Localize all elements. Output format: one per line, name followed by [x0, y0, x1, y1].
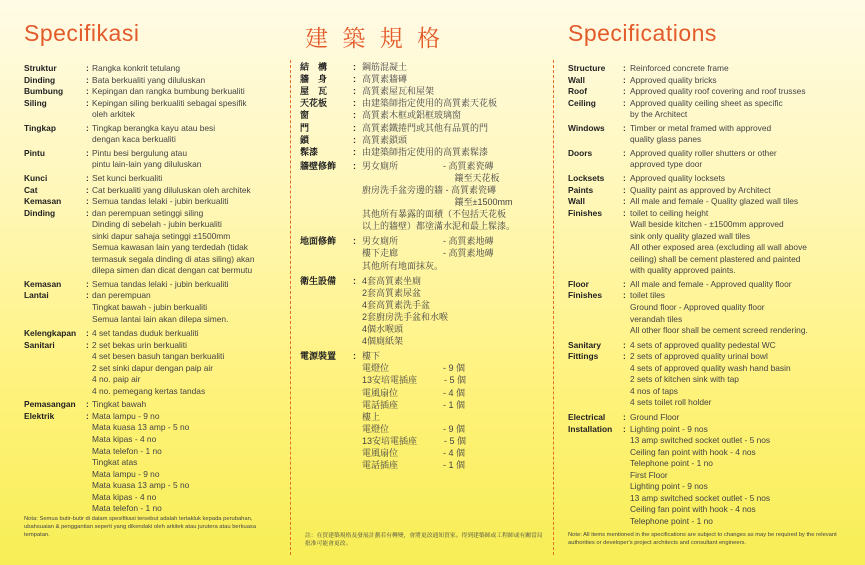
label-colon: :	[623, 411, 626, 422]
spec-row	[300, 73, 545, 85]
spec-label: 鎖	[300, 134, 310, 145]
spec-row	[568, 173, 858, 185]
spec-label: Doors	[568, 147, 593, 158]
spec-row	[300, 350, 545, 471]
spec-value-line: Lighting point - 9 nos	[630, 423, 708, 434]
spec-value-line: Semua tandas lelaki - jubin berkualiti	[92, 196, 229, 207]
spec-value-line: 電風扇位 - 4 個	[362, 387, 466, 398]
spec-value-line: Approved quality locksets	[630, 172, 725, 183]
spec-label: Sanitari	[24, 339, 55, 350]
spec-value-line: 2 set sinki dapur dengan paip air	[92, 362, 214, 373]
label-colon: :	[86, 290, 89, 301]
label-colon: :	[86, 122, 89, 133]
label-colon: :	[86, 328, 89, 339]
label-colon: :	[623, 207, 626, 218]
english-column	[568, 0, 858, 565]
spec-row	[300, 235, 545, 271]
spec-value-line: Wall beside kitchen - ±1500mm approved	[630, 219, 784, 230]
spec-row	[24, 411, 282, 515]
spec-value-line: Semua tandas lelaki - jubin berkualiti	[92, 278, 229, 289]
spec-label: Paints	[568, 184, 594, 195]
spec-value-line: Mata kuasa 13 amp - 5 no	[92, 422, 190, 433]
label-colon: :	[86, 147, 89, 158]
spec-value-line: 高質素鎖頭	[362, 134, 408, 145]
spec-row	[24, 328, 282, 340]
spec-value-line: by the Architect	[630, 109, 688, 120]
malay-column	[24, 0, 282, 565]
spec-value-line: All other floor shall be cement screed rendering.	[630, 325, 808, 336]
spec-value-line: All other exposed area (excluding all wall above	[630, 242, 807, 253]
spec-value-line: 電燈位 - 9 個	[362, 423, 466, 434]
spec-value-line: 以上的牆壁）都塗滿水泥和最上髹漆。	[362, 221, 516, 232]
spec-value-line: 2 sets of approved quality urinal bowl	[630, 351, 768, 362]
spec-value-line: dengan kaca berkualiti	[92, 134, 176, 145]
spec-value-line: All male and female - Approved quality floor	[630, 278, 792, 289]
label-colon: :	[86, 74, 89, 85]
spec-value-line: Mata kipas - 4 no	[92, 434, 157, 445]
spec-value-line: Timber or metal framed with approved	[630, 122, 772, 133]
spec-value-line: 13 amp switched socket outlet - 5 nos	[630, 435, 771, 446]
spec-row	[24, 290, 282, 325]
spec-label: 電源裝置	[300, 351, 337, 362]
spec-label: Struktur	[24, 63, 57, 73]
label-colon: :	[353, 110, 356, 121]
spec-label: Dinding	[24, 74, 56, 85]
label-colon: :	[353, 86, 356, 97]
spec-value-line: 男女廁所 - 高質素瓷磚	[362, 160, 494, 171]
label-colon: :	[86, 196, 89, 207]
spec-row	[300, 122, 545, 134]
spec-value-line: 高質素屋瓦和屋架	[362, 86, 435, 97]
spec-value-line: toilet tiles	[630, 290, 665, 301]
spec-value-line: Mata kuasa 13 amp - 5 no	[92, 480, 190, 491]
spec-row	[24, 63, 282, 75]
spec-value-line: with quality approved paints.	[630, 265, 736, 276]
spec-row	[24, 173, 282, 185]
spec-row	[24, 185, 282, 197]
spec-row	[300, 160, 545, 233]
label-colon: :	[623, 196, 626, 207]
spec-value-line: pintu lain-lain yang diluluskan	[92, 159, 202, 170]
spec-value-line: sinki dapur sahaja setinggi ±1500mm	[92, 230, 231, 241]
spec-value-line: Mata lampu - 9 no	[92, 410, 160, 421]
spec-label: 牆 身	[300, 74, 328, 85]
spec-row	[24, 123, 282, 146]
spec-value-line: Lighting point - 9 nos	[630, 481, 708, 492]
label-colon: :	[623, 423, 626, 434]
label-colon: :	[623, 278, 626, 289]
spec-row	[24, 279, 282, 291]
label-colon: :	[623, 74, 626, 85]
column-divider-right	[553, 60, 554, 555]
spec-label: Finishes	[568, 290, 602, 301]
spec-value-line: 4 no. paip air	[92, 374, 141, 385]
spec-value-line: 鑲至天花板	[362, 172, 500, 183]
spec-value-line: Mata kipas - 4 no	[92, 491, 157, 502]
spec-label: Roof	[568, 86, 588, 97]
spec-value-line: verandah tiles	[630, 313, 683, 324]
spec-value-line: 2套高質素尿盆	[362, 287, 422, 298]
spec-value-line: Tingkat atas	[92, 457, 138, 468]
chinese-column	[300, 0, 545, 565]
spec-row	[568, 279, 858, 291]
spec-value-line: 4 set besen basuh tangan berkualiti	[92, 351, 225, 362]
spec-value-line: dan perempuan setinggi siling	[92, 207, 204, 218]
label-colon: :	[623, 290, 626, 301]
label-colon: :	[353, 160, 356, 171]
spec-value-line: Rangka konkrit tetulang	[92, 63, 180, 73]
spec-label: 窗	[300, 110, 310, 121]
spec-label: Ceiling	[568, 97, 596, 108]
spec-value-line: 2 set bekas urin berkualiti	[92, 339, 187, 350]
label-colon: :	[353, 74, 356, 85]
spec-value-line: 4個水喉頭	[362, 324, 404, 335]
spec-value-line: Mata telefon - 1 no	[92, 445, 162, 456]
spec-value-line: sink only quality glazed wall tiles	[630, 230, 751, 241]
spec-row	[300, 275, 545, 348]
spec-label: Dinding	[24, 207, 56, 218]
label-colon: :	[623, 184, 626, 195]
spec-row	[568, 98, 858, 121]
label-colon: :	[86, 97, 89, 108]
label-colon: :	[353, 62, 356, 72]
spec-value-line: Tingkap berangka kayu atau besi	[92, 122, 216, 133]
spec-value-line: 2 sets of kitchen sink with tap	[630, 374, 739, 385]
spec-value-line: 電燈位 - 9 個	[362, 363, 466, 374]
spec-row	[568, 75, 858, 87]
spec-row	[24, 208, 282, 277]
spec-value-line: Quality paint as approved by Architect	[630, 184, 771, 195]
spec-value-line: 4 sets toilet roll holder	[630, 397, 712, 408]
spec-row	[568, 424, 858, 528]
spec-value-line: 廚房洗手盆旁邊的牆 - 高質素瓷磚	[362, 184, 496, 195]
label-colon: :	[86, 172, 89, 183]
spec-value-line: Ground floor - Approved quality floor	[630, 301, 765, 312]
spec-value-line: 4 no. pemegang kertas tandas	[92, 385, 206, 396]
spec-label: Structure	[568, 63, 606, 73]
spec-label: Cat	[24, 184, 38, 195]
spec-value-line: Approved quality roller shutters or other	[630, 147, 777, 158]
spec-label: Kemasan	[24, 196, 62, 207]
spec-value-line: Bata berkualiti yang diluluskan	[92, 74, 206, 85]
spec-value-line: Kepingan dan rangka bumbung berkualiti	[92, 86, 245, 97]
spec-value-line: Mata lampu - 9 no	[92, 468, 160, 479]
spec-value-line: 樓下走廊 - 高質素地磚	[362, 248, 494, 259]
spec-value-line: 4套高質素洗手盆	[362, 299, 431, 310]
spec-label: 結 構	[300, 62, 328, 72]
english-note: Note: All items mentioned in the specifications are subject to changes as may be required by the relevant authorities or developer's project architects and consultant engineers.	[568, 532, 837, 546]
label-colon: :	[86, 339, 89, 350]
spec-value-line: Ceiling fan point with hook - 4 nos	[630, 504, 756, 515]
label-colon: :	[353, 98, 356, 109]
label-colon: :	[353, 134, 356, 145]
spec-value-line: 由建築師指定使用的高質素髹漆	[362, 146, 489, 157]
spec-value-line: dan perempuan	[92, 290, 151, 301]
spec-label: Tingkap	[24, 122, 56, 133]
spec-row	[568, 196, 858, 208]
spec-row	[568, 148, 858, 171]
column-divider-left	[290, 60, 291, 555]
label-colon: :	[623, 147, 626, 158]
spec-label: Sanitary	[568, 339, 602, 350]
spec-value-line: 13 amp switched socket outlet - 5 nos	[630, 492, 771, 503]
spec-value-line: toilet to ceiling height	[630, 207, 709, 218]
spec-value-line: quality glass panes	[630, 134, 702, 145]
spec-value-line: Telephone point - 1 no	[630, 458, 713, 469]
english-title: Specifications	[568, 20, 717, 46]
spec-label: Pintu	[24, 147, 45, 158]
spec-value-line: 樓下	[362, 351, 381, 362]
spec-row	[24, 98, 282, 121]
label-colon: :	[353, 122, 356, 133]
spec-value-line: 高質素木框或鋁框玻璃窗	[362, 110, 462, 121]
spec-label: Installation	[568, 423, 613, 434]
spec-label: 衛生設備	[300, 275, 337, 286]
label-colon: :	[86, 278, 89, 289]
spec-label: 門	[300, 122, 310, 133]
spec-label: Floor	[568, 278, 589, 289]
spec-value-line: 樓上	[362, 411, 381, 422]
spec-value-line: Mata telefon - 1 no	[92, 503, 162, 514]
spec-value-line: Set kunci berkualiti	[92, 172, 163, 183]
label-colon: :	[86, 63, 89, 73]
spec-row	[568, 63, 858, 75]
spec-value-line: Tingkat bawah	[92, 399, 147, 410]
spec-label: Locksets	[568, 172, 605, 183]
spec-label: Electrical	[568, 411, 606, 422]
spec-row	[300, 134, 545, 146]
spec-value-line: 4 set tandas duduk berkualiti	[92, 328, 199, 339]
spec-value-line: Ceiling fan point with hook - 4 nos	[630, 446, 756, 457]
spec-row	[300, 61, 545, 73]
spec-label: 天花板	[300, 98, 328, 109]
spec-value-line: 其他所有暴露的面積（不包括天花板	[362, 209, 507, 220]
label-colon: :	[86, 207, 89, 218]
spec-row	[24, 86, 282, 98]
spec-row	[568, 185, 858, 197]
spec-value-line: 4 sets of approved quality wash hand basin	[630, 362, 791, 373]
spec-value-line: 4 sets of approved quality pedestal WC	[630, 339, 776, 350]
spec-label: Bumbung	[24, 86, 64, 97]
label-colon: :	[623, 86, 626, 97]
spec-value-line: Cat berkualiti yang diluluskan oleh architek	[92, 184, 251, 195]
label-colon: :	[353, 275, 356, 286]
spec-value-line: Approved quality bricks	[630, 74, 717, 85]
spec-label: 屋 瓦	[300, 86, 328, 97]
label-colon: :	[353, 236, 356, 247]
chinese-note: 註：在買建築規格及發展計劃若有轉變，會將更改通知買家。得到建築師或工程師或有關當局批准可能會更改。	[305, 533, 543, 547]
spec-row	[568, 208, 858, 277]
spec-label: Kunci	[24, 172, 48, 183]
spec-value-line: Pintu besi bergulung atau	[92, 147, 187, 158]
spec-value-line: 2套廚房洗手盆和水喉	[362, 311, 449, 322]
malay-note: Nota: Semua butir-butir di dalam spesifikasi tersebut adalah tertakluk kepada perubahan, ubahsuaian & penggantian seperti yang dikendaki oleh arkitek atau jurutera atau berkuasa tempatan.	[24, 516, 257, 538]
spec-value-line: 4套高質素坐廁	[362, 275, 422, 286]
spec-value-line: Kepingan siling berkualiti sebagai spesifik	[92, 97, 247, 108]
spec-value-line: Tingkat bawah - jubin berkualiti	[92, 301, 208, 312]
label-colon: :	[353, 351, 356, 362]
spec-value-line: All male and female - Quality glazed wall tiles	[630, 196, 799, 207]
spec-row	[568, 412, 858, 424]
spec-value-line: 13安培電插座 - 5 個	[362, 435, 467, 446]
spec-value-line: 由建築師指定使用的高質素天花板	[362, 98, 498, 109]
spec-value-line: Approved quality ceiling sheet as specific	[630, 97, 783, 108]
spec-label: Finishes	[568, 207, 602, 218]
spec-value-line: Dinding di sebelah - jubin berkualiti	[92, 219, 222, 230]
label-colon: :	[86, 399, 89, 410]
spec-value-line: 鋼筋混凝土	[362, 62, 408, 72]
spec-value-line: First Floor	[630, 469, 668, 480]
spec-row	[300, 109, 545, 121]
label-colon: :	[623, 351, 626, 362]
label-colon: :	[86, 184, 89, 195]
spec-value-line: 男女廁所 - 高質素地磚	[362, 236, 494, 247]
spec-value-line: dilepa simen dan dicat dengan cat bermutu	[92, 265, 253, 276]
spec-value-line: Semua lantai lain akan dilepa simen.	[92, 313, 229, 324]
spec-label: Fittings	[568, 351, 599, 362]
spec-value-line: Ground Floor	[630, 411, 680, 422]
label-colon: :	[353, 146, 356, 157]
spec-value-line: 高質素牆磚	[362, 74, 408, 85]
label-colon: :	[623, 172, 626, 183]
spec-value-line: 電話插座 - 1 個	[362, 399, 466, 410]
label-colon: :	[623, 63, 626, 73]
spec-value-line: Semua kawasan lain yang terdedah (tidak	[92, 242, 248, 253]
chinese-title: 建 築 規 格	[305, 25, 445, 51]
label-colon: :	[86, 410, 89, 421]
spec-value-line: Telephone point - 1 no	[630, 515, 713, 526]
spec-row	[568, 351, 858, 409]
spec-value-line: Approved quality roof covering and roof trusses	[630, 86, 806, 97]
spec-row	[568, 290, 858, 336]
spec-row	[568, 340, 858, 352]
label-colon: :	[86, 86, 89, 97]
spec-value-line: 其他所有地面抹灰。	[362, 260, 444, 271]
spec-value-line: 電風扇位 - 4 個	[362, 448, 466, 459]
spec-label: Siling	[24, 97, 47, 108]
spec-label: Lantai	[24, 290, 49, 301]
spec-value-line: 電話插座 - 1 個	[362, 460, 466, 471]
spec-row	[24, 148, 282, 171]
spec-row	[24, 399, 282, 411]
label-colon: :	[623, 122, 626, 133]
spec-label: Wall	[568, 74, 585, 85]
spec-value-line: Reinforced concrete frame	[630, 63, 729, 73]
spec-label: Wall	[568, 196, 585, 207]
spec-row	[24, 75, 282, 87]
spec-label: Windows	[568, 122, 605, 133]
spec-value-line: 鑲至±1500mm	[362, 197, 513, 208]
spec-row	[300, 97, 545, 109]
spec-value-line: approved type door	[630, 159, 703, 170]
spec-row	[300, 85, 545, 97]
spec-row	[568, 86, 858, 98]
spec-row	[24, 196, 282, 208]
spec-label: Pemasangan	[24, 399, 76, 410]
spec-row	[568, 123, 858, 146]
malay-title: Specifikasi	[24, 20, 140, 46]
spec-row	[300, 146, 545, 158]
spec-value-line: 4 nos of taps	[630, 385, 678, 396]
label-colon: :	[623, 97, 626, 108]
spec-label: Kemasan	[24, 278, 62, 289]
spec-row	[24, 340, 282, 398]
spec-value-line: ceiling) shall be cement plastered and painted	[630, 253, 801, 264]
spec-value-line: 高質素鐵捲門或其他有品質的門	[362, 122, 489, 133]
spec-label: Elektrik	[24, 410, 55, 421]
spec-label: 地面修飾	[300, 236, 337, 247]
spec-value-line: 4個廁紙架	[362, 336, 404, 347]
spec-value-line: termasuk segala dinding di atas siling) akan	[92, 253, 255, 264]
spec-label: Kelengkapan	[24, 328, 77, 339]
spec-value-line: oleh arkitek	[92, 109, 135, 120]
spec-label: 牆壁修飾	[300, 160, 337, 171]
spec-label: 髹漆	[300, 146, 319, 157]
spec-value-line: 13安培電插座 - 5 個	[362, 375, 467, 386]
label-colon: :	[623, 339, 626, 350]
